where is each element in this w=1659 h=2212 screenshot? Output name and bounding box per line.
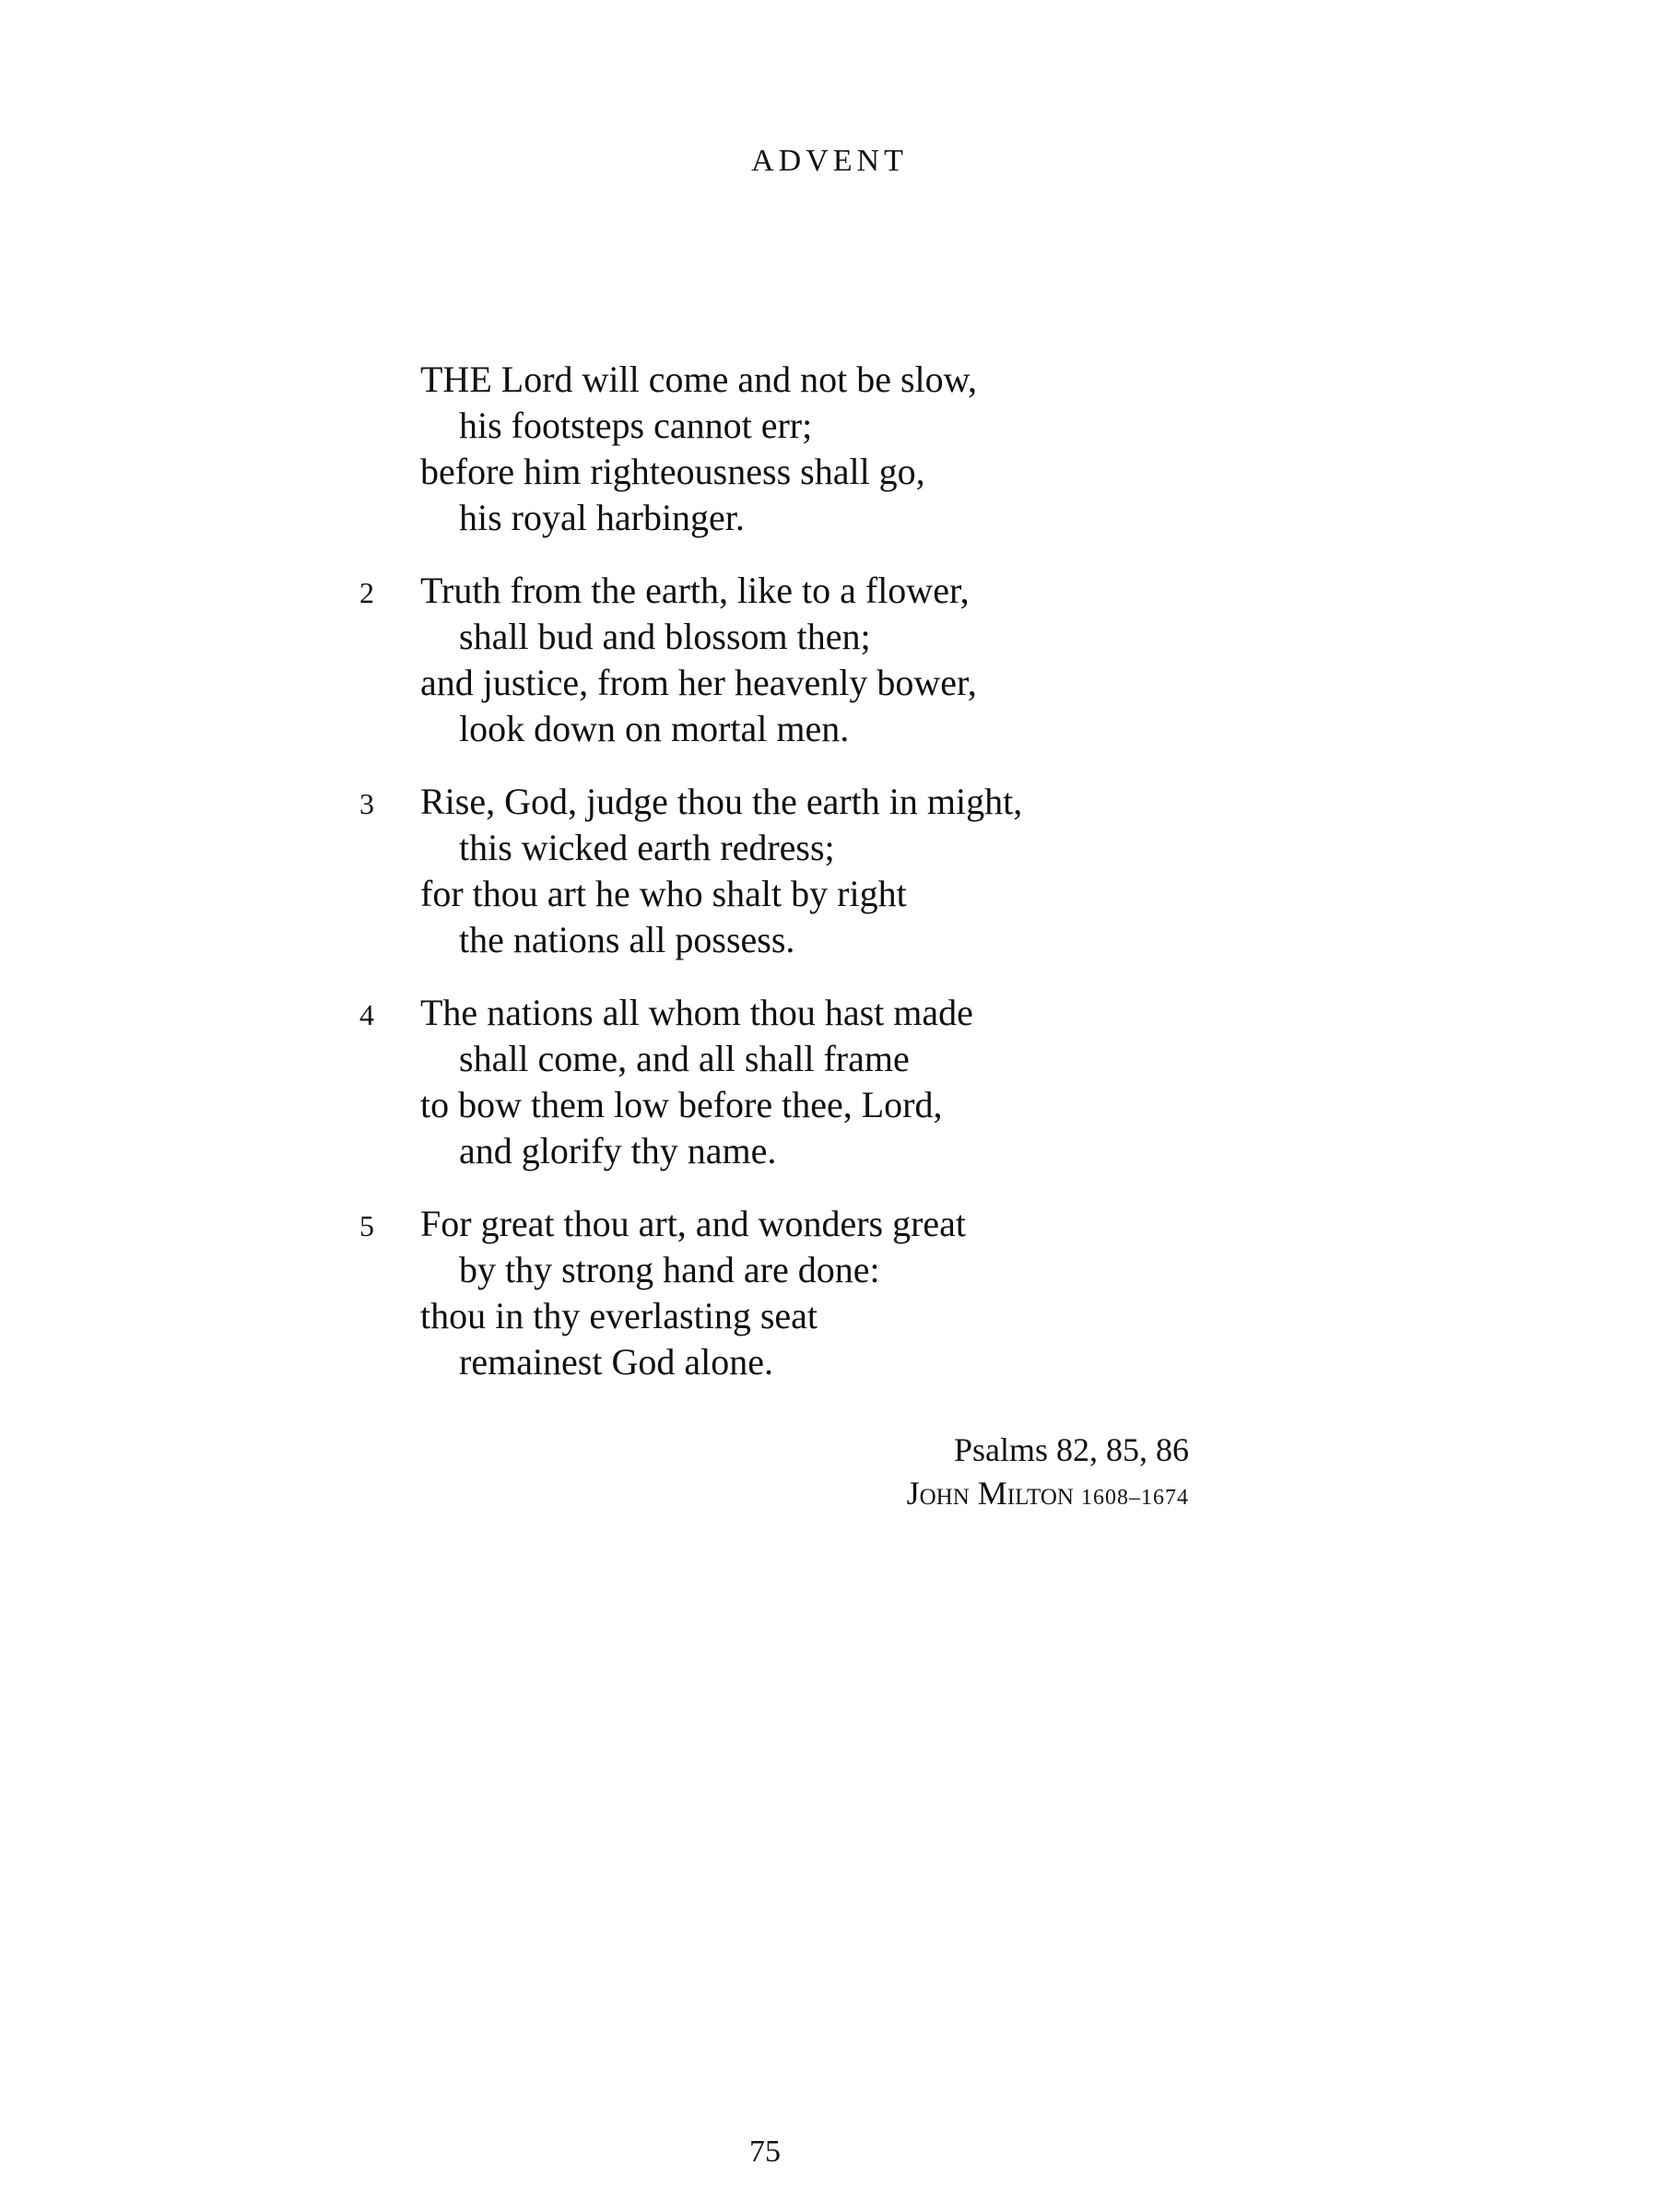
verse-line: remainest God alone. (459, 1341, 773, 1382)
verse-line: to bow them low before thee, Lord, (420, 1084, 943, 1125)
verse-line: his royal harbinger. (459, 497, 745, 538)
author-dates: 1608–1674 (1081, 1486, 1189, 1510)
verse-number: 3 (359, 787, 374, 820)
verse-number: 4 (359, 998, 374, 1031)
verse-line: shall come, and all shall frame (459, 1038, 910, 1079)
author-line (0, 1473, 1189, 1518)
verse-line: and glorify thy name. (459, 1130, 777, 1171)
verse-2 (0, 568, 1659, 752)
verse-line: by thy strong hand are done: (459, 1249, 880, 1290)
verse-line: Rise, God, judge thou the earth in might, (420, 781, 1023, 822)
verse-4 (0, 990, 1659, 1174)
verse-3 (0, 779, 1659, 963)
verse-5 (0, 1201, 1659, 1385)
scripture-source: Psalms 82, 85, 86 (953, 1431, 1189, 1468)
verse-line: this wicked earth redress; (459, 827, 835, 868)
verse-number: 5 (359, 1209, 374, 1242)
verse-line: and justice, from her heavenly bower, (420, 662, 977, 703)
author-name: John Milton (906, 1475, 1074, 1512)
verse-number: 2 (359, 576, 374, 609)
verse-line: For great thou art, and wonders great (420, 1203, 967, 1244)
verse-line: before him righteousness shall go, (420, 451, 925, 492)
verse-line: his footsteps cannot err; (459, 405, 813, 446)
verse-line: shall bud and blossom then; (459, 616, 871, 657)
verse-line: Truth from the earth, like to a flower, (420, 570, 970, 611)
verse-line: thou in thy everlasting seat (420, 1295, 818, 1336)
verse-line: for thou art he who shalt by right (420, 873, 907, 914)
hymn-text (0, 357, 1659, 1412)
verse-line: The nations all whom thou hast made (420, 992, 973, 1033)
page-number: 75 (749, 2135, 781, 2169)
running-head: ADVENT (751, 144, 908, 178)
attribution (0, 1427, 1189, 1518)
verse-line: the nations all possess. (459, 919, 795, 960)
verse-1 (0, 357, 1659, 541)
verse-line: THE Lord will come and not be slow, (420, 359, 977, 400)
verse-line: look down on mortal men. (459, 708, 850, 749)
